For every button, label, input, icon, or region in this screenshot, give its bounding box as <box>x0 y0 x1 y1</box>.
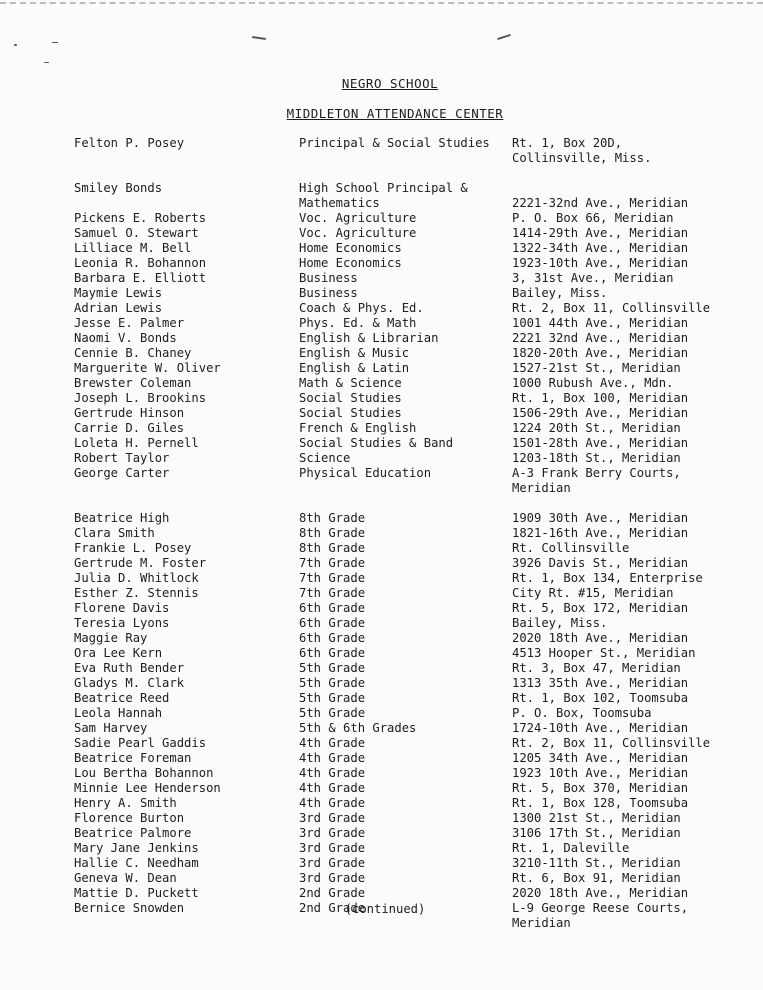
staff-position: 3rd Grade <box>299 826 366 840</box>
staff-address: Rt. 2, Box 11, Collinsville <box>512 736 711 750</box>
staff-name: Gertrude Hinson <box>74 406 185 420</box>
staff-row <box>0 376 763 391</box>
staff-address: 1923-10th Ave., Meridian <box>512 256 689 270</box>
staff-name: Mary Jane Jenkins <box>74 841 199 855</box>
staff-row <box>0 346 763 361</box>
staff-position: 8th Grade <box>299 511 366 525</box>
staff-row <box>0 136 763 166</box>
staff-address: Bailey, Miss. <box>512 616 608 630</box>
staff-address: 1506-29th Ave., Meridian <box>512 406 689 420</box>
staff-position: Business <box>299 271 358 285</box>
staff-address: 1724-10th Ave., Meridian <box>512 721 689 735</box>
staff-name: Florence Burton <box>74 811 185 825</box>
staff-position: 6th Grade <box>299 646 366 660</box>
staff-name: Sadie Pearl Gaddis <box>74 736 207 750</box>
staff-address: L-9 George Reese Courts, Meridian <box>512 901 689 930</box>
staff-row <box>0 811 763 826</box>
staff-address: Rt. 1, Box 102, Toomsuba <box>512 691 689 705</box>
staff-position: High School Principal & Mathematics <box>299 181 468 210</box>
staff-name: Clara Smith <box>74 526 155 540</box>
staff-name: Mattie D. Puckett <box>74 886 199 900</box>
staff-address: 1923 10th Ave., Meridian <box>512 766 689 780</box>
staff-row <box>0 436 763 451</box>
staff-position: 5th Grade <box>299 676 366 690</box>
staff-row <box>0 841 763 856</box>
staff-position: 4th Grade <box>299 796 366 810</box>
staff-row <box>0 271 763 286</box>
staff-name: Loleta H. Pernell <box>74 436 199 450</box>
staff-position: English & Librarian <box>299 331 439 345</box>
staff-row <box>0 751 763 766</box>
staff-name: Esther Z. Stennis <box>74 586 199 600</box>
staff-address: 1414-29th Ave., Meridian <box>512 226 689 240</box>
staff-position: Home Economics <box>299 241 402 255</box>
staff-address: 1205 34th Ave., Meridian <box>512 751 689 765</box>
staff-position: 3rd Grade <box>299 811 366 825</box>
staff-address: 2020 18th Ave., Meridian <box>512 631 689 645</box>
staff-address: 3106 17th St., Meridian <box>512 826 681 840</box>
staff-row <box>0 586 763 601</box>
staff-position: 2nd Grade <box>299 901 366 915</box>
staff-row <box>0 571 763 586</box>
staff-address: A-3 Frank Berry Courts, Meridian <box>512 466 681 495</box>
staff-name: Eva Ruth Bender <box>74 661 185 675</box>
staff-name: Smiley Bonds <box>74 181 163 195</box>
staff-address: Rt. 5, Box 172, Meridian <box>512 601 689 615</box>
staff-name: George Carter <box>74 466 170 480</box>
staff-name: Joseph L. Brookins <box>74 391 207 405</box>
staff-name: Barbara E. Elliott <box>74 271 207 285</box>
staff-position: Social Studies <box>299 406 402 420</box>
staff-row <box>0 646 763 661</box>
staff-position: Business <box>299 286 358 300</box>
staff-row <box>0 781 763 796</box>
staff-row <box>0 256 763 271</box>
staff-name: Adrian Lewis <box>74 301 163 315</box>
staff-address: Rt. 1, Box 20D, Collinsville, Miss. <box>512 136 652 165</box>
staff-position: Principal & Social Studies <box>299 136 490 150</box>
staff-position: 4th Grade <box>299 781 366 795</box>
staff-address: 1300 21st St., Meridian <box>512 811 681 825</box>
staff-row <box>0 241 763 256</box>
scan-mark <box>252 36 266 40</box>
staff-position: 4th Grade <box>299 766 366 780</box>
staff-position: Physical Education <box>299 466 432 480</box>
staff-position: 6th Grade <box>299 601 366 615</box>
staff-position: French & English <box>299 421 417 435</box>
staff-position: 5th Grade <box>299 706 366 720</box>
staff-row <box>0 211 763 226</box>
staff-position: 2nd Grade <box>299 886 366 900</box>
staff-name: Gertrude M. Foster <box>74 556 207 570</box>
staff-row <box>0 391 763 406</box>
staff-address: 4513 Hooper St., Meridian <box>512 646 696 660</box>
staff-name: Beatrice High <box>74 511 170 525</box>
staff-address: Rt. 1, Box 134, Enterprise <box>512 571 703 585</box>
staff-position: Social Studies & Band <box>299 436 454 450</box>
staff-row <box>0 886 763 901</box>
staff-position: 3rd Grade <box>299 841 366 855</box>
staff-name: Carrie D. Giles <box>74 421 185 435</box>
staff-row <box>0 466 763 496</box>
staff-name: Pickens E. Roberts <box>74 211 207 225</box>
staff-row <box>0 676 763 691</box>
staff-row <box>0 706 763 721</box>
staff-row <box>0 406 763 421</box>
staff-name: Julia D. Whitlock <box>74 571 199 585</box>
staff-name: Gladys M. Clark <box>74 676 185 690</box>
staff-name: Leola Hannah <box>74 706 163 720</box>
staff-name: Hallie C. Needham <box>74 856 199 870</box>
staff-row <box>0 766 763 781</box>
staff-name: Henry A. Smith <box>74 796 177 810</box>
staff-name: Jesse E. Palmer <box>74 316 185 330</box>
staff-position: 7th Grade <box>299 556 366 570</box>
staff-name: Samuel O. Stewart <box>74 226 199 240</box>
staff-address: 1501-28th Ave., Meridian <box>512 436 689 450</box>
staff-position: 6th Grade <box>299 616 366 630</box>
staff-address: Bailey, Miss. <box>512 286 608 300</box>
staff-address: Rt. 5, Box 370, Meridian <box>512 781 689 795</box>
staff-name: Bernice Snowden <box>74 901 185 915</box>
staff-list <box>0 136 763 931</box>
staff-name: Marguerite W. Oliver <box>74 361 221 375</box>
staff-address: 1820-20th Ave., Meridian <box>512 346 689 360</box>
staff-name: Lilliace M. Bell <box>74 241 192 255</box>
staff-row <box>0 631 763 646</box>
staff-address: City Rt. #15, Meridian <box>512 586 674 600</box>
staff-name: Lou Bertha Bohannon <box>74 766 214 780</box>
staff-address: 1909 30th Ave., Meridian <box>512 511 689 525</box>
staff-address: 1001 44th Ave., Meridian <box>512 316 689 330</box>
staff-name: Cennie B. Chaney <box>74 346 192 360</box>
staff-row <box>0 826 763 841</box>
staff-row <box>0 661 763 676</box>
staff-position: Phys. Ed. & Math <box>299 316 417 330</box>
staff-position: 4th Grade <box>299 736 366 750</box>
scan-mark <box>44 62 49 63</box>
staff-row <box>0 301 763 316</box>
staff-address: 1000 Rubush Ave., Mdn. <box>512 376 674 390</box>
staff-position: Social Studies <box>299 391 402 405</box>
staff-row <box>0 871 763 886</box>
staff-row <box>0 361 763 376</box>
staff-position: 7th Grade <box>299 571 366 585</box>
staff-address: 1527-21st St., Meridian <box>512 361 681 375</box>
staff-address: 2221 32nd Ave., Meridian <box>512 331 689 345</box>
staff-address: 1322-34th Ave., Meridian <box>512 241 689 255</box>
scan-mark <box>52 42 58 43</box>
staff-address: 2221-32nd Ave., Meridian <box>512 196 689 210</box>
staff-address: Rt. 1, Daleville <box>512 841 630 855</box>
staff-address: 3210-11th St., Meridian <box>512 856 681 870</box>
staff-position: Math & Science <box>299 376 402 390</box>
staff-name: Beatrice Reed <box>74 691 170 705</box>
staff-row <box>0 556 763 571</box>
continued-note: (continued) <box>344 902 426 916</box>
staff-row <box>0 421 763 436</box>
staff-name: Geneva W. Dean <box>74 871 177 885</box>
staff-position: 7th Grade <box>299 586 366 600</box>
staff-position: 4th Grade <box>299 751 366 765</box>
staff-position: 6th Grade <box>299 631 366 645</box>
staff-name: Brewster Coleman <box>74 376 192 390</box>
staff-row <box>0 856 763 871</box>
staff-address: P. O. Box, Toomsuba <box>512 706 652 720</box>
page-top-edge <box>0 2 763 4</box>
staff-address: Rt. 3, Box 47, Meridian <box>512 661 681 675</box>
school-heading: NEGRO SCHOOL <box>341 76 439 91</box>
staff-name: Teresia Lyons <box>74 616 170 630</box>
staff-position: English & Music <box>299 346 410 360</box>
staff-name: Maymie Lewis <box>74 286 163 300</box>
staff-row <box>0 721 763 736</box>
staff-address: 1224 20th St., Meridian <box>512 421 681 435</box>
staff-row <box>0 181 763 211</box>
staff-position: 5th & 6th Grades <box>299 721 417 735</box>
staff-row <box>0 286 763 301</box>
staff-address: 3926 Davis St., Meridian <box>512 556 689 570</box>
staff-row <box>0 511 763 526</box>
staff-address: Rt. 2, Box 11, Collinsville <box>512 301 711 315</box>
staff-address: Rt. 6, Box 91, Meridian <box>512 871 681 885</box>
staff-row <box>0 541 763 556</box>
staff-position: 8th Grade <box>299 541 366 555</box>
staff-row <box>0 796 763 811</box>
staff-name: Leonia R. Bohannon <box>74 256 207 270</box>
staff-name: Maggie Ray <box>74 631 148 645</box>
staff-position: English & Latin <box>299 361 410 375</box>
staff-position: Voc. Agriculture <box>299 211 417 225</box>
staff-address: 3, 31st Ave., Meridian <box>512 271 674 285</box>
staff-address: 1203-18th St., Meridian <box>512 451 681 465</box>
staff-row <box>0 601 763 616</box>
staff-row <box>0 736 763 751</box>
staff-name: Robert Taylor <box>74 451 170 465</box>
staff-address: 1313 35th Ave., Meridian <box>512 676 689 690</box>
staff-address: P. O. Box 66, Meridian <box>512 211 674 225</box>
staff-row <box>0 316 763 331</box>
staff-name: Naomi V. Bonds <box>74 331 177 345</box>
staff-address: Rt. Collinsville <box>512 541 630 555</box>
staff-position: 8th Grade <box>299 526 366 540</box>
staff-position: 3rd Grade <box>299 856 366 870</box>
staff-position: 3rd Grade <box>299 871 366 885</box>
staff-address: Rt. 1, Box 100, Meridian <box>512 391 689 405</box>
staff-name: Felton P. Posey <box>74 136 185 150</box>
staff-address: 1821-16th Ave., Meridian <box>512 526 689 540</box>
scan-mark <box>497 34 511 40</box>
staff-position: Coach & Phys. Ed. <box>299 301 424 315</box>
scan-mark <box>14 44 17 46</box>
staff-position: 5th Grade <box>299 691 366 705</box>
staff-name: Sam Harvey <box>74 721 148 735</box>
staff-row <box>0 691 763 706</box>
staff-name: Beatrice Palmore <box>74 826 192 840</box>
staff-address: 2020 18th Ave., Meridian <box>512 886 689 900</box>
staff-name: Ora Lee Kern <box>74 646 163 660</box>
staff-row <box>0 616 763 631</box>
staff-position: 5th Grade <box>299 661 366 675</box>
staff-name: Beatrice Foreman <box>74 751 192 765</box>
staff-row <box>0 226 763 241</box>
staff-name: Frankie L. Posey <box>74 541 192 555</box>
staff-position: Home Economics <box>299 256 402 270</box>
staff-row <box>0 331 763 346</box>
staff-name: Florene Davis <box>74 601 170 615</box>
staff-position: Voc. Agriculture <box>299 226 417 240</box>
staff-row <box>0 526 763 541</box>
staff-position: Science <box>299 451 351 465</box>
staff-row <box>0 451 763 466</box>
center-heading: MIDDLETON ATTENDANCE CENTER <box>286 106 504 121</box>
staff-address: Rt. 1, Box 128, Toomsuba <box>512 796 689 810</box>
staff-name: Minnie Lee Henderson <box>74 781 221 795</box>
